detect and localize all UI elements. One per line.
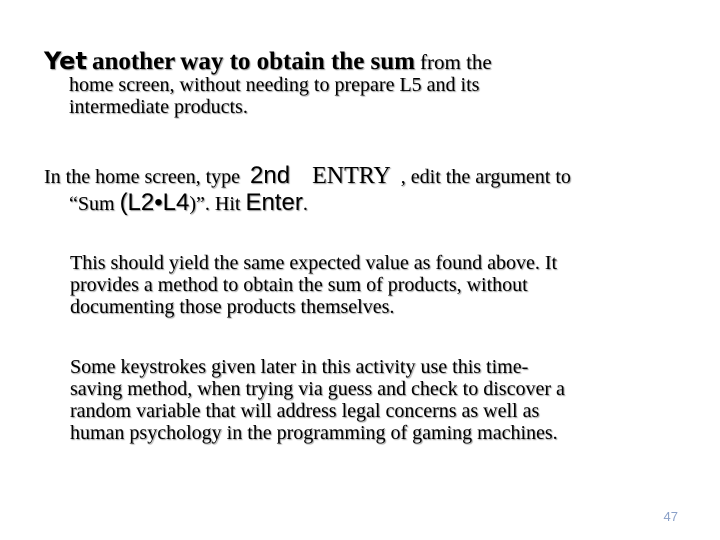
keystrokes-paragraph [70, 356, 565, 444]
page-number: 47 [663, 509, 678, 524]
heading-phrase-way: way to obtain the sum [180, 48, 416, 75]
para4-line-3: random variable that will address legal concerns as well as [70, 400, 540, 422]
para3-line-2: provides a method to obtain the sum of products, without [70, 274, 528, 296]
para4-line-4: human psychology in the programming of gaming machines. [70, 422, 558, 444]
key-entry: ENTRY [312, 163, 391, 189]
para4-line-1: Some keystrokes given later in this activity use this time- [70, 356, 529, 378]
sum-open: “Sum [69, 193, 115, 215]
instruction-period: . [302, 193, 308, 215]
expected-value-paragraph [70, 252, 557, 318]
heading-line-2: home screen, without needing to prepare L5 and its [69, 74, 480, 96]
heading-phrase-from: from the [420, 50, 492, 74]
para3-line-3: documenting those products themselves. [70, 296, 395, 318]
key-2nd: 2nd [250, 162, 291, 189]
instruction-prefix: In the home screen, type [44, 166, 241, 188]
heading-line-1 [44, 47, 492, 75]
heading-word-another: another [91, 48, 176, 75]
para4-line-2: saving method, when trying via guess and check to discover a [70, 378, 565, 400]
heading-word-yet: Yet [44, 47, 87, 75]
instruction-paragraph [44, 163, 571, 217]
instruction-suffix: , edit the argument to [400, 166, 571, 188]
para3-line-1: This should yield the same expected value as found above. It [70, 252, 558, 274]
heading-line-3: intermediate products. [69, 96, 248, 118]
sum-close: )”. Hit [189, 193, 241, 215]
sum-formula: (L2•L4 [119, 189, 190, 216]
key-enter: Enter [245, 189, 303, 216]
instruction-line-2 [44, 190, 571, 217]
instruction-line-1 [44, 163, 571, 190]
slide-heading [44, 47, 492, 118]
